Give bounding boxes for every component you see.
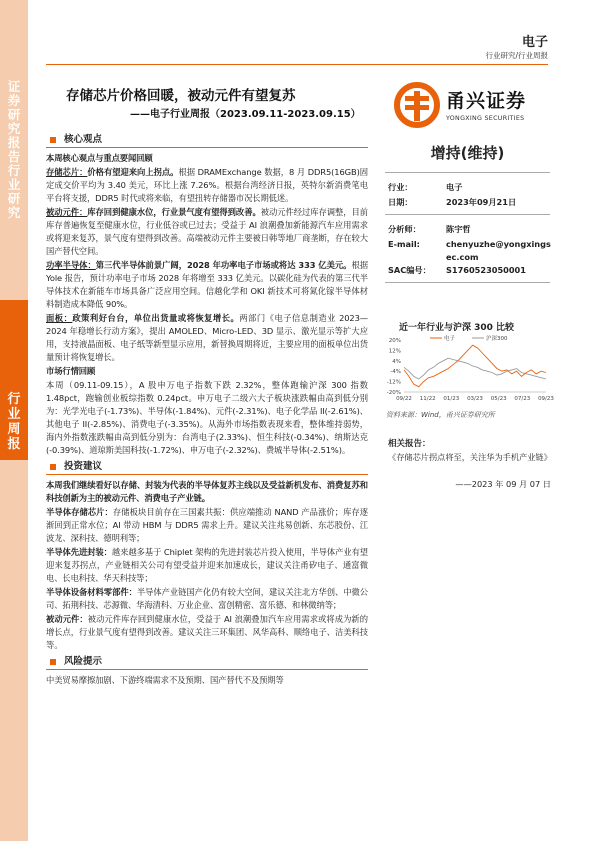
- info-date: 日期： 2023年09月21日: [388, 197, 517, 207]
- x-tick-label: 09/22: [396, 396, 412, 402]
- info-industry: 行业： 电子: [388, 182, 463, 192]
- company-logo: [395, 83, 545, 128]
- sidebar: [0, 0, 28, 841]
- x-tick-label: 01/23: [443, 396, 460, 402]
- bullet-square-icon: [50, 137, 56, 143]
- series-line-hs300: [404, 358, 546, 379]
- market-subheading: 市场行情回顾: [46, 366, 96, 376]
- y-tick-label: 4%: [392, 358, 401, 365]
- main-content: [46, 133, 368, 688]
- header-category: 电子: [521, 35, 548, 50]
- sidebar-top-band: [0, 0, 28, 300]
- chart-source: 资料来源：Wind，甬兴证券研究所: [386, 411, 495, 419]
- x-tick-label: 09/23: [538, 396, 554, 402]
- info-divider: [385, 214, 550, 215]
- market-text: 本周（09.11-09.15），A 股申万电子指数下跌 2.32%，整体跑输沪深 300 指数 1.48pct，跑输创业板综指数 0.24pct。申万电子二级六大子板块涨跌幅由高到低分别为：光学光电子(-1.73%)、半导体(-1.84%)、元件(-2.31%)、电子化学品 II(-2.61%)、其他电子 II(-2.85%)、消费电子(-3.35%)。从海外市场指数表现来看，整体维持弱势，海内外指数涨跌幅由高到低分别为：台湾电子(2.33%)、恒生科技(-0.34%)、纳斯达克(-0.39%)、道琼斯美国科技(-1.72%)、申万电子(-2.32%)、费城半导体(-2.51%)。: [46, 380, 368, 455]
- section-invest-header: 投资建议: [46, 460, 368, 473]
- rating: 增持(维持): [430, 144, 505, 162]
- y-tick-label: -20%: [386, 390, 401, 396]
- bullet-square-icon: [50, 464, 56, 470]
- invest-item: 半导体存储芯片：存储板块目前存在三国素共振：供应端推动 NAND 产品涨价；库存逐渐回到正常水位；AI 带动 HBM 与 DDR5 需求上升。建议关注兆易创新、东芯股份、江波龙、深科技、德明利等；: [46, 507, 368, 543]
- section-core-header: 核心观点: [46, 133, 368, 146]
- header-subcategory: 行业研究/行业周报: [485, 51, 548, 60]
- core-storage: 存储芯片：价格有望迎来向上拐点。根据 DRAMExchange 数据，8 月 DDR5(16GB)固定成交价平均为 3.40 美元，环比上涨 7.26%。根据台湾经济日报，英特尔新消费笔电平台将支援，DDR5 时代或将来临，有望扭转存储器市况长期低迷。: [46, 167, 368, 203]
- logo-name: 甬兴证券: [446, 90, 527, 112]
- core-power: 功率半导体：第三代半导体前景广阔，2028 年功率电子市场或将达 333 亿美元。根据 Yole 报告，预计功率电子市场 2028 年将增至 333 亿美元。以碳化硅为代表的第三代半导体技术在新能车市场具备广泛应用空间。信越化学和 OKI 新技术可将氮化镓半导体材料制造成本降低 90%。: [46, 260, 368, 309]
- comparison-chart: [378, 334, 554, 408]
- legend-label: 电子: [444, 336, 456, 342]
- analyst-sac: SAC编号： S1760523050001: [388, 265, 526, 275]
- chart-title: 近一年行业与沪深 300 比较: [399, 323, 515, 333]
- y-tick-label: -12%: [386, 379, 401, 386]
- y-tick-label: -4%: [390, 369, 401, 376]
- report-subtitle: ——电子行业周报（2023.09.11-2023.09.15）: [130, 109, 361, 120]
- x-tick-label: 11/22: [419, 396, 436, 402]
- logo-english: YONGXING SECURITIES: [446, 115, 525, 122]
- x-tick-label: 03/23: [467, 396, 483, 402]
- invest-item: 被动元件：被动元件库存回到健康水位，受益于 AI 浪潮叠加汽车应用需求或将成为新的增长点，行业景气度有望得到改善。建议关注三环集团、风华高科、顺络电子、洁美科技等。: [46, 614, 368, 650]
- sidebar-top-text: 证券研究报告 行业研究: [7, 79, 21, 220]
- related-report-date: ——2023 年 09 月 07 日: [455, 479, 551, 489]
- core-subheading: 本周核心观点与重点要闻回顾: [46, 153, 153, 163]
- analyst-divider: [385, 282, 550, 283]
- legend-label: 沪深300: [486, 336, 508, 342]
- header-divider: [46, 64, 548, 65]
- analyst-email[interactable]: E-mail: chenyuzhe@yongxingsec.com: [388, 239, 551, 262]
- related-report-link[interactable]: 《存储芯片拐点将至，关注华为手机产业链》: [388, 452, 552, 462]
- invest-item: 半导体设备材料零部件：半导体产业链国产化仍有较大空间，建议关注北方华创、中微公司、拓荆科技、芯源微、华海清科、万业企业、富创精密、富乐德、和林微纳等；: [46, 587, 369, 610]
- invest-lead: 本周我们继续看好以存储、封装为代表的半导体复苏主线以及受益新机发布、消费复苏和科技创新为主的被动元件、消费电子产业链。: [46, 480, 368, 503]
- sidebar-bottom-band: [0, 460, 28, 841]
- bullet-square-icon: [50, 659, 56, 665]
- analyst-name: 分析师： 陈宇哲: [388, 224, 471, 234]
- y-tick-label: 12%: [388, 348, 401, 355]
- series-line-electronics: [404, 345, 546, 387]
- x-tick-label: 05/23: [490, 396, 507, 402]
- logo-mark-icon: [395, 83, 441, 128]
- related-reports-title: 相关报告：: [388, 439, 431, 449]
- sidebar-mid-text: 行业周报: [7, 392, 21, 452]
- rating-divider: [385, 172, 550, 173]
- invest-item: 半导体先进封装：越来越多基于 Chiplet 架构的先进封装芯片投入使用，半导体产业有望迎来复苏拐点，产业链相关公司有望受益并迎来加速成长，建议关注甬矽电子、通富微电、长电科技、华天科技等；: [46, 547, 369, 583]
- risk-text: 中美贸易摩擦加剧、下游终端需求不及预期、国产替代不及预期等: [46, 675, 284, 685]
- section-risk-header: 风险提示: [46, 655, 368, 668]
- sidebar-mid-band: [0, 300, 28, 460]
- core-passive: 被动元件：库存回到健康水位，行业景气度有望得到改善。被动元件经过库存调整，目前库存普遍恢复至健康水位，行业低谷或已过去；受益于 AI 浪潮叠加新能源汽车应用需求或将迎来复苏，景气度有望得到改善。高端被动元件主要被日韩等地厂商垄断，存在较大国产替代空间。: [46, 207, 368, 256]
- y-tick-label: 20%: [388, 338, 401, 344]
- x-tick-label: 07/23: [514, 396, 531, 402]
- report-title: 存储芯片价格回暖，被动元件有望复苏: [66, 88, 296, 104]
- core-panel: 面板：政策利好台台，单位出货量或将恢复增长。两部门《电子信息制造业 2023—2024 年稳增长行动方案》，提出 AMOLED、Micro-LED、3D 显示、激光显示等扩大应用，支持液晶面板、电子纸等新型显示应用，新替换周期将近，主要应用的面板单位出货量预计将恢复增长。: [46, 313, 368, 362]
